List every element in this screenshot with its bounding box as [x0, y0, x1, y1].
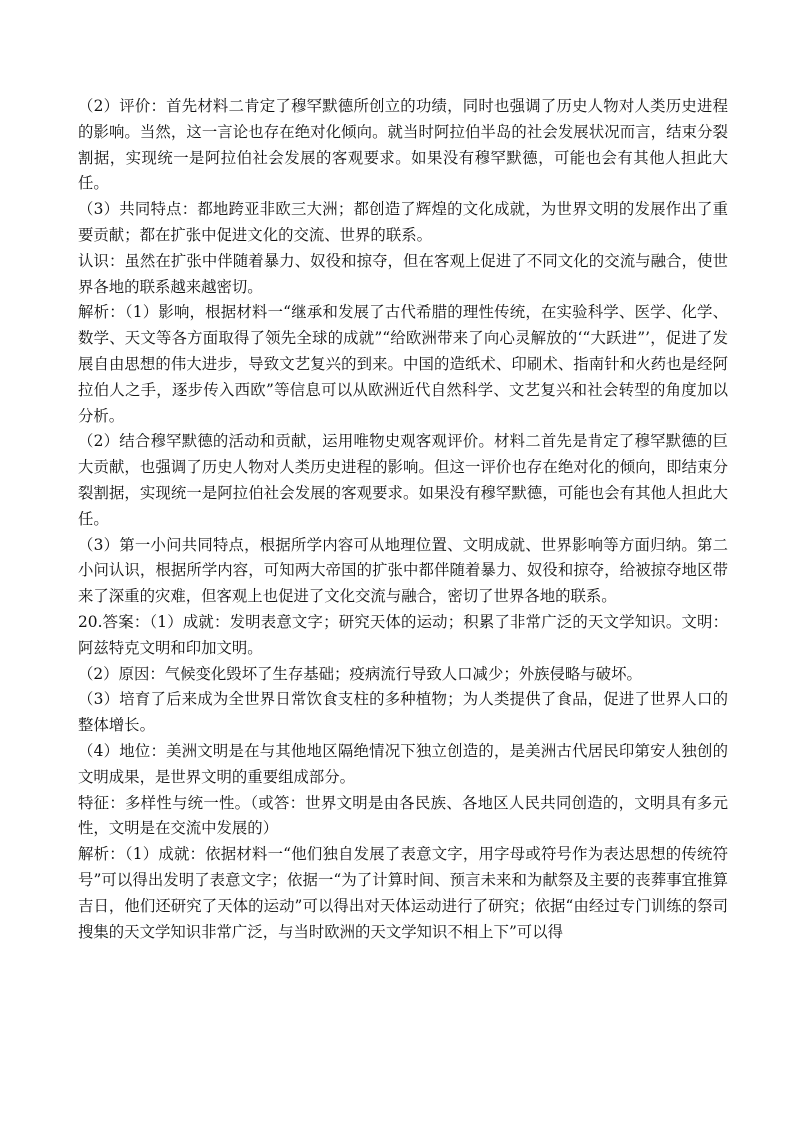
paragraph-analysis-3: （3）第一小问共同特点，根据所学内容可从地理位置、文明成就、世界影响等方面归纳。第二小问认识，根据所学内容，可知两大帝国的扩张中都伴随着暴力、奴役和掠夺，给被掠夺地区带来了深重的灾难，但客观上也促进了文化交流与融合，密切了世界各地的联系。 — [78, 535, 728, 606]
paragraph-answer-20: 20.答案：（1）成就：发明表意文字；研究天体的运动；积累了非常广泛的天文学知识。文明：阿兹特克文明和印加文明。 — [78, 612, 728, 657]
paragraph-analysis-2: （2）结合穆罕默德的活动和贡献，运用唯物史观客观评价。材料二首先是肯定了穆罕默德的巨大贡献，也强调了历史人物对人类历史进程的影响。但这一评价也存在绝对化的倾向，即结束分裂割据，实现统一是阿拉伯社会发展的客观要求。如果没有穆罕默德，可能也会有其他人担此大任。 — [78, 432, 728, 528]
paragraph-features: 特征：多样性与统一性。（或答：世界文明是由各民族、各地区人民共同创造的，文明具有多元性，文明是在交流中发展的） — [78, 793, 728, 838]
paragraph-evaluation: （2）评价：首先材料二肯定了穆罕默德所创立的功绩，同时也强调了历史人物对人类历史进程的影响。当然，这一言论也存在绝对化倾向。就当时阿拉伯半岛的社会发展状况而言，结束分裂割据，实现统一是阿拉伯社会发展的客观要求。如果没有穆罕默德，可能也会有其他人担此大任。 — [78, 97, 728, 193]
paragraph-answer-20-4: （4）地位：美洲文明是在与其他地区隔绝情况下独立创造的，是美洲古代居民印第安人独创的文明成果，是世界文明的重要组成部分。 — [78, 741, 728, 786]
paragraph-answer-20-2: （2）原因：气候变化毁坏了生存基础；疫病流行导致人口减少；外族侵略与破坏。 — [78, 664, 642, 683]
paragraph-analysis-20: 解析：（1）成就：依据材料一“他们独自发展了表意文字，用字母或符号作为表达思想的传统符号”可以得出发明了表意文字；依据一“为了计算时间、预言未来和为献祭及主要的丧葬事宜推算吉日，他们还研究了天体的运动”可以得出对天体运动进行了研究；依据“由经过专门训练的祭司搜集的天文学知识非常广泛，与当时欧洲的天文学知识不相上下”可以得 — [78, 845, 728, 941]
paragraph-understanding: 认识：虽然在扩张中伴随着暴力、奴役和掠夺，但在客观上促进了不同文化的交流与融合，使世界各地的联系越来越密切。 — [78, 251, 728, 296]
document-body — [78, 94, 728, 945]
paragraph-analysis-1: 解析：（1）影响，根据材料一“继承和发展了古代希腊的理性传统，在实验科学、医学、化学、数学、天文等各方面取得了领先全球的成就”“给欧洲带来了向心灵解放的‘“大跃进”’，促进了发展自由思想的伟大进步，导致文艺复兴的到来。中国的造纸术、印刷术、指南针和火药也是经阿拉伯人之手，逐步传入西欧”等信息可以从欧洲近代自然科学、文艺复兴和社会转型的角度加以分析。 — [78, 303, 728, 425]
paragraph-common-features: （3）共同特点：都地跨亚非欧三大洲；都创造了辉煌的文化成就，为世界文明的发展作出了重要贡献；都在扩张中促进文化的交流、世界的联系。 — [78, 200, 728, 244]
paragraph-answer-20-3: （3）培育了后来成为全世界日常饮食支柱的多种植物；为人类提供了食品，促进了世界人口的整体增长。 — [78, 690, 728, 735]
